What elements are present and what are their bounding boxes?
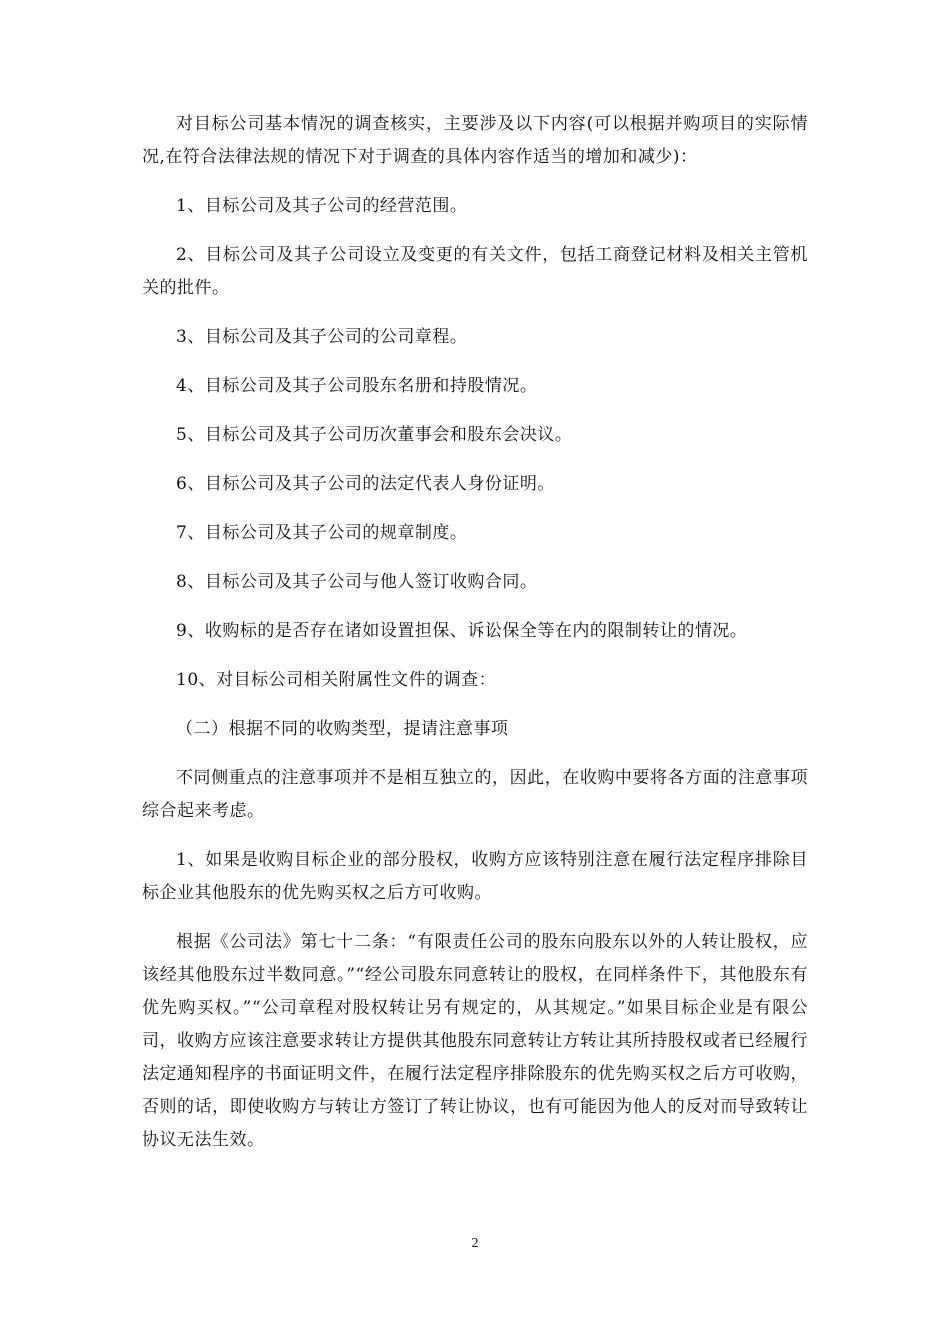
list-item-9: 9、收购标的是否存在诸如设置担保、诉讼保全等在内的限制转让的情况。 [176, 621, 748, 641]
paragraph-intro: 对目标公司基本情况的调查核实，主要涉及以下内容(可以根据并购项目的实际情况,在符合法律法规的情况下对于调查的具体内容作适当的增加和减少)： [142, 114, 808, 167]
list-item-6: 6、目标公司及其子公司的法定代表人身份证明。 [176, 474, 555, 494]
paragraph-company-law: 根据《公司法》第七十二条：“有限责任公司的股东向股东以外的人转让股权，应该经其他股东过半数同意。”“经公司股东同意转让的股权，在同样条件下，其他股东有优先购买权。”“公司章程对股权转让另有规定的，从其规定。”如果目标企业是有限公司，收购方应该注意要求转让方提供其他股东同意转让方转让其所持股权或者已经履行法定通知程序的书面证明文件，在履行法定程序排除股东的优先购买权之后方可收购，否则的话，即使收购方与转让方签订了转让协议，也有可能因为他人的反对而导致转让协议无法生效。 [142, 932, 808, 1150]
paragraph-partial-equity: 1、如果是收购目标企业的部分股权，收购方应该特别注意在履行法定程序排除目标企业其他股东的优先购买权之后方可收购。 [142, 850, 808, 903]
list-item-4: 4、目标公司及其子公司股东名册和持股情况。 [176, 376, 538, 396]
list-item-10: 10、对目标公司相关附属性文件的调查： [176, 670, 497, 690]
list-item-1: 1、目标公司及其子公司的经营范围。 [176, 196, 468, 216]
document-body [142, 108, 808, 1173]
section-heading: （二）根据不同的收购类型，提请注意事项 [176, 719, 509, 739]
list-item-3: 3、目标公司及其子公司的公司章程。 [176, 327, 468, 347]
list-item-2: 2、目标公司及其子公司设立及变更的有关文件，包括工商登记材料及相关主管机关的批件。 [142, 245, 808, 298]
list-item-5: 5、目标公司及其子公司历次董事会和股东会决议。 [176, 425, 573, 445]
paragraph-note: 不同侧重点的注意事项并不是相互独立的，因此，在收购中要将各方面的注意事项综合起来考虑。 [142, 768, 808, 821]
list-item-8: 8、目标公司及其子公司与他人签订收购合同。 [176, 572, 538, 592]
list-item-7: 7、目标公司及其子公司的规章制度。 [176, 523, 468, 543]
page-number: 2 [471, 1236, 479, 1251]
